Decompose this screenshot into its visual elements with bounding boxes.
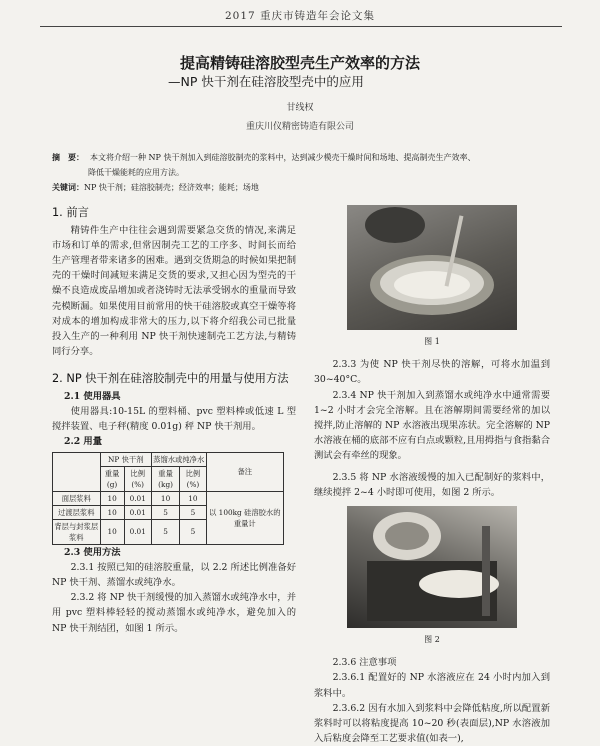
figure-1-photo bbox=[347, 205, 517, 330]
section-2-3-heading: 2.3 使用方法 bbox=[64, 546, 121, 558]
figure-2-photo bbox=[347, 506, 517, 628]
section-2-3-6-2: 2.3.6.2 因有水加入到浆料中会降低粘度,所以配置新浆料时可以将粘度提高 10~20 秒(表面层),NP 水溶液加入后粘度会降至工艺要求值(如表一), bbox=[314, 702, 550, 745]
abstract-line1: 本文将介绍一种 NP 快干剂加入到硅溶胶制壳的浆料中，达到减少模壳干燥时间和场地、提高制壳生产效率、 bbox=[90, 153, 476, 162]
section-1-heading: 1. 前言 bbox=[52, 206, 89, 219]
table-header-water: 蒸馏水或纯净水 bbox=[151, 452, 206, 466]
section-2-heading: 2. NP 快干剂在硅溶胶制壳中的用量与使用方法 bbox=[52, 372, 289, 386]
section-1-paragraph: 精铸件生产中往往会遇到需要紧急交货的情况,来满足市场和订单的需求,但常因制壳工艺的工序多、时间长而给生产管理者带来诸多的困难。遇到交货期急的时候如果把制壳的干燥时间减短来满足交货的要求,又担心因为型壳的干燥不良造成废品增加或者浇铸时无法承受钢水的重量而导致壳模断漏。如果使用目前常用的快干硅溶胶或真空干燥等将对成本的增加构成非常大的压力,以下将介绍我公司已批量投入生产的一种利用 NP 快干剂快速制壳工艺方法,与精铸同行分享。 bbox=[52, 224, 296, 358]
slurry-tank-photo bbox=[347, 506, 517, 628]
author: 甘线权 bbox=[286, 103, 314, 113]
paper-title: 提高精铸硅溶胶型壳生产效率的方法 bbox=[179, 54, 420, 72]
table-cell-weight: 10 bbox=[100, 491, 124, 505]
table-cell-name: 面层浆料 bbox=[53, 491, 101, 505]
table-subheader-ratio: 比例(%) bbox=[180, 466, 206, 491]
header-rule bbox=[40, 26, 562, 27]
section-2-1-paragraph: 使用器具:10-15L 的塑料桶、pvc 塑料棒或低速 L 型搅拌装置、电子秤(精度 0.01g) 秤 NP 快干剂用。 bbox=[52, 406, 296, 433]
table-subheader-weight-kg: 重量(kg) bbox=[151, 466, 179, 491]
figure-2-caption: 图 2 bbox=[424, 635, 440, 645]
table-cell-weight: 10 bbox=[100, 505, 124, 519]
bucket-mixing-photo bbox=[347, 205, 517, 330]
table-cell-ratio: 0.01 bbox=[124, 491, 151, 505]
table-subheader-weight-g: 重量(g) bbox=[100, 466, 124, 491]
keywords-text: NP 快干剂；硅溶胶制壳；经济效率；能耗；场地 bbox=[84, 183, 259, 192]
right-column bbox=[314, 205, 550, 746]
table-cell-water-kg: 5 bbox=[151, 505, 179, 519]
left-column bbox=[52, 205, 296, 636]
abstract bbox=[52, 150, 552, 180]
table-cell-water-kg: 5 bbox=[151, 519, 179, 544]
table-cell-water-kg: 10 bbox=[151, 491, 179, 505]
table-corner bbox=[53, 452, 101, 491]
table-row bbox=[53, 491, 284, 505]
usage-table bbox=[52, 452, 284, 545]
abstract-line2: 降低干燥能耗的应用方法。 bbox=[88, 168, 184, 177]
keywords bbox=[52, 181, 552, 194]
affiliation: 重庆川仪精密铸造有限公司 bbox=[245, 122, 354, 132]
table-cell-ratio: 0.01 bbox=[124, 505, 151, 519]
keywords-label: 关键词： bbox=[52, 182, 84, 192]
figure-1-caption: 图 1 bbox=[424, 337, 440, 346]
table-subheader-ratio: 比例(%) bbox=[124, 466, 151, 491]
section-2-3-6-1: 2.3.6.1 配置好的 NP 水溶液应在 24 小时内加入到浆料中。 bbox=[314, 672, 550, 699]
section-2-3-3: 2.3.3 为使 NP 快干剂尽快的溶解，可将水加温到 30~40°C。 bbox=[314, 359, 550, 386]
table-cell-water-ratio: 5 bbox=[180, 505, 206, 519]
section-2-3-2: 2.3.2 将 NP 快干剂缓慢的加入蒸馏水或纯净水中，并用 pvc 塑料棒轻轻的搅动蒸馏水或纯净水，避免加入的 NP 快干剂结团，如图 1 所示。 bbox=[52, 592, 296, 634]
table-cell-ratio: 0.01 bbox=[124, 519, 151, 544]
table-cell-name: 背层与封浆层浆料 bbox=[53, 519, 101, 544]
section-2-1-heading: 2.1 使用器具 bbox=[64, 390, 121, 402]
table-header-np: NP 快干剂 bbox=[100, 452, 151, 466]
section-2-3-1: 2.3.1 按照已知的硅溶胶重量，以 2.2 所述比例准备好 NP 快干剂、蒸馏水或纯净水。 bbox=[52, 561, 296, 589]
paper-subtitle: —NP 快干剂在硅溶胶型壳中的应用 bbox=[168, 74, 364, 89]
table-header-note: 备注 bbox=[206, 452, 283, 491]
section-2-3-5: 2.3.5 将 NP 水溶液缓慢的加入已配制好的浆料中，继续搅拌 2~4 小时即可使用，如图 2 所示。 bbox=[314, 471, 550, 498]
section-2-3-4: 2.3.4 NP 快干剂加入到蒸馏水或纯净水中通常需要 1~2 小时才会完全溶解。且在溶解期间需要经常的加以搅拌,防止溶解的 NP 水溶液出现果冻状。完全溶解的 NP 水溶液在桶的底部不应有白点或颗粒,且用拇指与食指黏合测试会有牵丝的现象。 bbox=[314, 389, 550, 462]
running-header: 2017 重庆市铸造年会论文集 bbox=[224, 10, 376, 22]
section-2-2-heading: 2.2 用量 bbox=[64, 436, 103, 448]
table-cell-name: 过渡层浆料 bbox=[53, 505, 101, 519]
table-cell-water-ratio: 10 bbox=[180, 491, 206, 505]
table-cell-weight: 10 bbox=[100, 519, 124, 544]
abstract-label: 摘 要： bbox=[52, 152, 84, 162]
table-cell-water-ratio: 5 bbox=[180, 519, 206, 544]
section-2-3-6-heading: 2.3.6 注意事项 bbox=[332, 657, 397, 669]
table-cell-note: 以 100kg 硅溶胶水的重量计 bbox=[206, 491, 283, 544]
